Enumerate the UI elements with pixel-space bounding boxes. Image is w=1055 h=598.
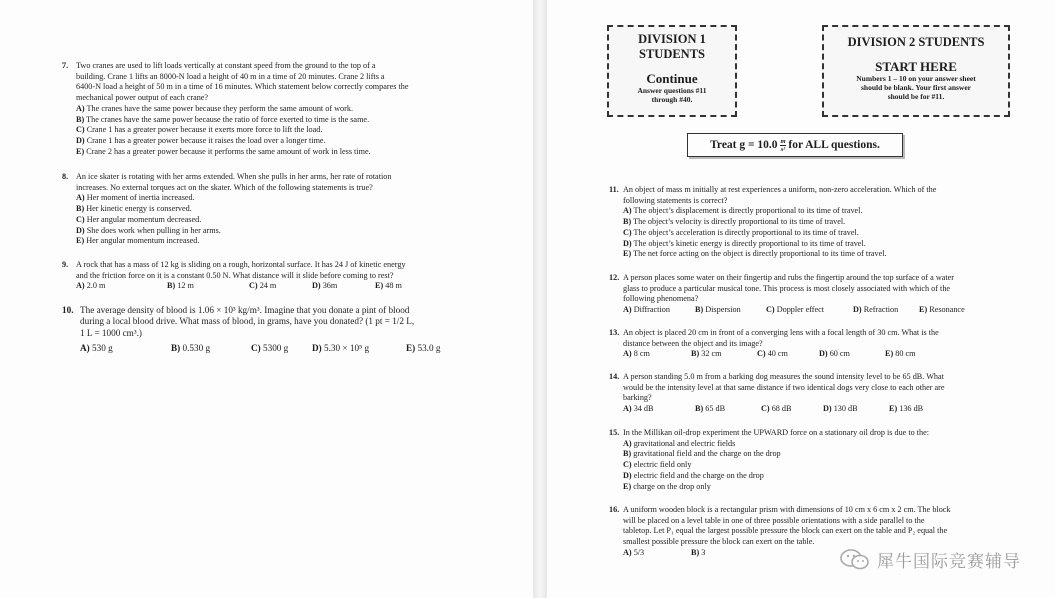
answer-options-row <box>62 343 512 354</box>
question-13 <box>609 328 1049 360</box>
division-1-action: Continue <box>646 71 698 86</box>
question-number: 12. <box>609 273 620 282</box>
answer-option-c: C) The object’s acceleration is directly proportional to its time of travel. <box>623 227 859 237</box>
division-1-title: STUDENTS <box>639 47 705 61</box>
answer-option-d: D) She does work when pulling in her arms. <box>76 225 221 235</box>
question-stem-line: An object of mass m initially at rest experiences a uniform, non-zero acceleration. Which of the <box>623 185 937 194</box>
answer-option-c: C) Her angular momentum decreased. <box>76 214 202 224</box>
answer-option-b: B) 65 dB <box>695 404 726 414</box>
answer-option-c: C) Crane 1 has a greater power because it exerts more force to lift the load. <box>76 125 323 135</box>
question-number: 7. <box>62 61 69 70</box>
question-stem-line: A uniform wooden block is a rectangular prism with dimensions of 10 cm x 6 cm x 2 cm. The block <box>623 505 951 514</box>
division-2-title: DIVISION 2 STUDENTS <box>847 35 985 49</box>
question-stem-line: The average density of blood is 1.06 × 10³ kg/m³. Imagine that you donate a pint of blood <box>80 305 410 315</box>
answer-option-d: D) Refraction <box>853 305 899 315</box>
wechat-icon <box>839 548 871 572</box>
answer-option-d: D) 130 dB <box>823 404 858 414</box>
answer-option-b: B) 12 m <box>167 281 194 291</box>
division-1-note: through #40. <box>651 95 693 104</box>
question-9 <box>62 260 502 292</box>
division-1-title: DIVISION 1 <box>638 32 706 46</box>
question-stem-line: smallest possible pressure the block can exert on the table. <box>623 537 815 547</box>
question-stem-line: An object is placed 20 cm in front of a converging lens with a focal length of 30 cm. What is the <box>623 328 939 337</box>
question-stem-line: glass to produce a particular musical tone. This process is most closely associated with which of the <box>623 283 951 293</box>
question-14 <box>609 372 1049 415</box>
answer-options-row <box>62 281 502 292</box>
question-stem-line: tabletop. Let P₁ equal the largest possible pressure the block can exert on the table and P₂ equal the <box>623 526 948 536</box>
page-gutter <box>533 0 547 598</box>
answer-option-e: E) Crane 2 has a greater power because it performs the same amount of work in less time. <box>76 146 371 156</box>
question-number: 14. <box>609 372 620 381</box>
question-stem-line: during a local blood drive. What mass of blood, in grams, have you donated? (1 pt = 1/2 L, <box>80 316 415 327</box>
right-page <box>547 0 1055 598</box>
answer-option-a: A) The cranes have the same power because they perform the same amount of work. <box>76 103 353 113</box>
division-2-note: Numbers 1 – 10 on your answer sheet <box>856 74 976 83</box>
question-stem-line: An ice skater is rotating with her arms extended. When she pulls in her arms, her rate of rotation <box>76 172 392 181</box>
answer-option-e: E) 48 m <box>375 281 402 291</box>
question-stem-line: In the Millikan oil-drop experiment the UPWARD force on a stationary oil drop is due to the: <box>623 428 930 437</box>
question-stem-line: building. Crane 1 lifts an 8000-N load a height of 40 m in a time of 20 minutes. Crane 2 lifts a <box>76 71 385 81</box>
answer-option-d: D) 60 cm <box>819 349 850 359</box>
answer-option-a: A) 34 dB <box>623 404 654 414</box>
answer-option-c: C) electric field only <box>623 460 692 470</box>
answer-option-e: E) Resonance <box>919 305 965 315</box>
division-1-notice <box>607 25 737 117</box>
answer-option-e: E) charge on the drop only <box>623 481 711 491</box>
question-12 <box>609 273 1049 316</box>
answer-option-b: B) The cranes have the same power because the ratio of force exerted to time is the same. <box>76 114 370 124</box>
answer-option-a: A) 8 cm <box>623 349 650 359</box>
answer-option-c: C) 68 dB <box>761 404 792 414</box>
division-2-note: should be blank. Your first answer <box>860 83 972 92</box>
answer-option-a: A) 5/3 <box>623 547 645 557</box>
division-1-note: Answer questions #11 <box>637 86 707 95</box>
question-7 <box>62 61 502 157</box>
answer-option-c: C) 40 cm <box>757 349 788 359</box>
answer-option-e: E) The net force acting on the object is directly proportional to its time of travel. <box>623 249 887 259</box>
question-number: 9. <box>62 260 69 269</box>
question-number: 15. <box>609 428 620 437</box>
answer-options-row <box>609 404 1049 415</box>
question-number: 10. <box>62 305 74 315</box>
answer-option-a: A) The object’s displacement is directly proportional to its time of travel. <box>623 206 863 216</box>
answer-option-b: B) 32 cm <box>691 349 722 359</box>
question-stem-line: following statements is correct? <box>623 195 728 205</box>
answer-option-d: D) 5.30 × 10⁵ g <box>312 343 370 354</box>
gravity-instruction <box>687 133 903 157</box>
question-11 <box>609 185 1049 260</box>
answer-option-b: B) 3 <box>691 547 706 557</box>
answer-option-e: E) 136 dB <box>889 404 924 414</box>
question-number: 8. <box>62 172 69 181</box>
question-stem-line: would be the intensity level at that same distance if two identical dogs very close to each other are <box>623 382 945 392</box>
question-8 <box>62 172 502 247</box>
answer-option-c: C) 24 m <box>249 281 277 291</box>
answer-option-c: C) Doppler effect <box>766 305 825 315</box>
division-2-action: START HERE <box>875 59 957 74</box>
gravity-instruction-prefix: Treat g = 10.0 <box>710 139 778 151</box>
answer-option-a: A) gravitational and electric fields <box>623 438 736 448</box>
answer-option-a: A) Her moment of inertia increased. <box>76 193 195 203</box>
answer-option-b: B) gravitational field and the charge on the drop <box>623 449 781 459</box>
question-number: 11. <box>609 185 619 194</box>
gravity-instruction-suffix: for ALL questions. <box>788 139 880 151</box>
answer-option-e: E) 53.0 g <box>406 343 441 354</box>
question-number: 16. <box>609 505 620 514</box>
answer-options-row <box>609 349 1049 360</box>
question-stem-line: A rock that has a mass of 12 kg is sliding on a rough, horizontal surface. It has 24 J of kinetic energy <box>76 260 406 269</box>
answer-option-e: E) Her angular momentum increased. <box>76 236 200 246</box>
answer-option-b: B) Dispersion <box>695 305 741 315</box>
answer-option-b: B) The object’s velocity is directly proportional to its time of travel. <box>623 217 846 227</box>
answer-options-row <box>609 305 1049 316</box>
question-stem-line: following phenomena? <box>623 294 699 304</box>
answer-option-b: B) 0.530 g <box>171 343 211 354</box>
question-10 <box>62 305 512 355</box>
question-stem-line: A person standing 5.0 m from a barking dog measures the sound intensity level to be 65 dB. What <box>623 372 944 381</box>
answer-option-d: D) 36m <box>312 281 338 291</box>
answer-option-a: A) Diffraction <box>623 305 670 315</box>
question-stem-line: 1 L = 1000 cm³.) <box>80 327 142 338</box>
question-stem-line: distance between the object and its image? <box>623 338 763 348</box>
question-stem-line: Two cranes are used to lift loads vertically at constant speed from the ground to the top of a <box>76 61 376 70</box>
question-stem-line: will be placed on a level table in one of three possible orientations with a side parallel to the <box>623 515 925 525</box>
question-stem-line: A person places some water on their fingertip and rubs the fingertip around the top surface of a water <box>623 273 955 282</box>
answer-option-a: A) 2.0 m <box>76 281 106 291</box>
question-stem-line: and the friction force on it is a constant 0.50 N. What distance will it slide before coming to rest? <box>76 270 394 280</box>
question-15 <box>609 428 1049 492</box>
gravity-unit-fraction: $\frac{m}{\text{s²}}$ <box>780 137 786 153</box>
answer-option-d: D) The object’s kinetic energy is directly proportional to its time of travel. <box>623 238 866 248</box>
watermark <box>839 547 1021 572</box>
question-stem-line: barking? <box>623 393 652 403</box>
question-stem-line: 6400-N load a height of 50 m in a time of 16 minutes. Which statement below correctly compares the <box>76 82 409 92</box>
question-stem-line: mechanical power output of each crane? <box>76 93 209 103</box>
watermark-text: 犀牛国际竞赛辅导 <box>877 552 1021 572</box>
division-2-notice <box>822 25 1010 117</box>
question-number: 13. <box>609 328 620 337</box>
answer-option-e: E) 80 cm <box>885 349 916 359</box>
answer-option-a: A) 530 g <box>80 343 113 354</box>
division-2-note: should be for #11. <box>887 92 945 101</box>
answer-option-c: C) 5300 g <box>251 343 289 354</box>
answer-option-d: D) Crane 1 has a greater power because it raises the load over a longer time. <box>76 135 326 145</box>
question-stem-line: increases. No external torques act on the skater. Which of the following statements is true? <box>76 182 373 192</box>
answer-option-b: B) Her kinetic energy is conserved. <box>76 204 192 214</box>
answer-option-d: D) electric field and the charge on the drop <box>623 470 764 480</box>
